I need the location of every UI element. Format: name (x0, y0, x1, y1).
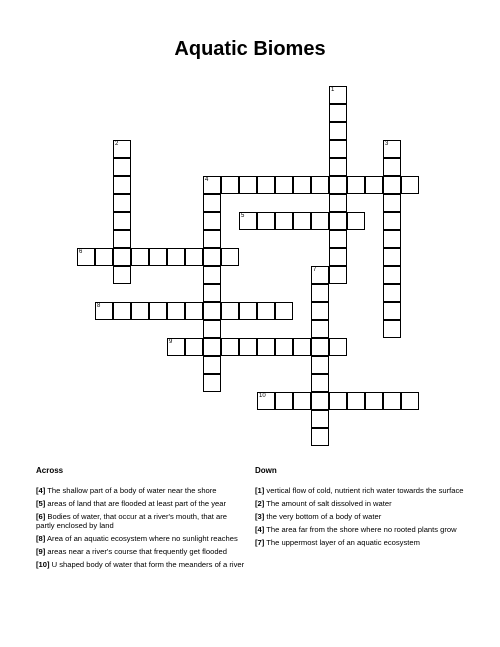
down-heading: Down (255, 466, 277, 475)
grid-cell[interactable] (131, 302, 149, 320)
cell-number: 3 (385, 141, 389, 147)
grid-cell[interactable] (203, 374, 221, 392)
clue-text: vertical flow of cold, nutrient rich water towards the surface (266, 486, 464, 495)
grid-cell[interactable] (311, 320, 329, 338)
grid-cell[interactable] (203, 284, 221, 302)
grid-cell[interactable] (311, 428, 329, 446)
clue-text: The area far from the shore where no rooted plants grow (266, 525, 457, 534)
clue-text: Area of an aquatic ecosystem where no sunlight reaches (46, 534, 238, 543)
grid-cell[interactable] (113, 212, 131, 230)
grid-cell[interactable] (383, 320, 401, 338)
grid-cell[interactable] (311, 212, 329, 230)
grid-cell[interactable] (221, 302, 239, 320)
grid-cell[interactable] (275, 338, 293, 356)
clue-text: The amount of salt dissolved in water (266, 499, 392, 508)
grid-cell[interactable] (365, 176, 383, 194)
grid-cell[interactable] (275, 392, 293, 410)
grid-cell[interactable] (365, 392, 383, 410)
cell-number: 10 (259, 393, 266, 399)
cell-number: 8 (97, 303, 101, 309)
grid-cell[interactable] (167, 338, 185, 356)
grid-cell[interactable] (95, 302, 113, 320)
grid-cell[interactable] (311, 392, 329, 410)
grid-cell[interactable] (383, 140, 401, 158)
grid-cell[interactable] (347, 392, 365, 410)
across-clue (36, 547, 246, 556)
grid-cell[interactable] (293, 176, 311, 194)
clue-number: [4] (36, 486, 46, 495)
across-clue (36, 534, 246, 543)
across-clue (36, 499, 246, 508)
grid-cell[interactable] (293, 212, 311, 230)
grid-cell[interactable] (113, 140, 131, 158)
grid-cell[interactable] (383, 194, 401, 212)
cell-number: 7 (313, 267, 317, 273)
clue-number: [1] (255, 486, 265, 495)
grid-cell[interactable] (257, 176, 275, 194)
grid-cell[interactable] (275, 176, 293, 194)
grid-cell[interactable] (203, 248, 221, 266)
grid-cell[interactable] (113, 176, 131, 194)
grid-cell[interactable] (329, 86, 347, 104)
grid-cell[interactable] (203, 302, 221, 320)
grid-cell[interactable] (239, 212, 257, 230)
grid-cell[interactable] (203, 230, 221, 248)
clue-number: [3] (255, 512, 265, 521)
grid-cell[interactable] (383, 392, 401, 410)
page-title: Aquatic Biomes (174, 38, 326, 60)
cell-number: 1 (331, 87, 335, 93)
grid-cell[interactable] (167, 248, 185, 266)
cell-number: 2 (115, 141, 119, 147)
grid-cell[interactable] (311, 338, 329, 356)
grid-cell[interactable] (203, 194, 221, 212)
grid-cell[interactable] (257, 338, 275, 356)
grid-cell[interactable] (257, 302, 275, 320)
grid-cell[interactable] (383, 302, 401, 320)
grid-cell[interactable] (383, 230, 401, 248)
grid-cell[interactable] (329, 230, 347, 248)
clue-text: areas near a river's course that frequently get flooded (47, 547, 227, 556)
grid-cell[interactable] (113, 194, 131, 212)
grid-cell[interactable] (221, 248, 239, 266)
grid-cell[interactable] (239, 338, 257, 356)
grid-cell[interactable] (383, 212, 401, 230)
across-clue (36, 512, 246, 530)
clue-text: Bodies of water, that occur at a river's mouth, that are partly enclosed by land (36, 512, 227, 530)
grid-cell[interactable] (239, 176, 257, 194)
down-clue (255, 538, 465, 547)
grid-cell[interactable] (383, 266, 401, 284)
grid-cell[interactable] (203, 356, 221, 374)
across-clue-list (36, 486, 246, 573)
grid-cell[interactable] (77, 248, 95, 266)
grid-cell[interactable] (293, 392, 311, 410)
across-heading: Across (36, 466, 64, 475)
grid-cell[interactable] (311, 302, 329, 320)
cell-number: 5 (241, 213, 245, 219)
grid-cell[interactable] (203, 212, 221, 230)
grid-cell[interactable] (383, 158, 401, 176)
clue-number: [8] (36, 534, 46, 543)
clue-number: [2] (255, 499, 265, 508)
grid-cell[interactable] (149, 248, 167, 266)
clue-text: U shaped body of water that form the meanders of a river (51, 560, 245, 569)
grid-cell[interactable] (257, 212, 275, 230)
grid-cell[interactable] (275, 212, 293, 230)
clue-text: areas of land that are flooded at least part of the year (47, 499, 226, 508)
grid-cell[interactable] (311, 266, 329, 284)
grid-cell[interactable] (113, 248, 131, 266)
grid-cell[interactable] (311, 410, 329, 428)
grid-cell[interactable] (311, 356, 329, 374)
down-clue (255, 512, 465, 521)
grid-cell[interactable] (113, 230, 131, 248)
clue-number: [4] (255, 525, 265, 534)
clue-number: [9] (36, 547, 46, 556)
grid-cell[interactable] (221, 176, 239, 194)
grid-cell[interactable] (185, 248, 203, 266)
grid-cell[interactable] (203, 338, 221, 356)
grid-cell[interactable] (329, 140, 347, 158)
clue-number: [5] (36, 499, 46, 508)
grid-cell[interactable] (275, 302, 293, 320)
grid-cell[interactable] (167, 302, 185, 320)
down-clue-list (255, 486, 465, 551)
grid-cell[interactable] (329, 392, 347, 410)
grid-cell[interactable] (113, 302, 131, 320)
grid-cell[interactable] (329, 104, 347, 122)
grid-cell[interactable] (347, 176, 365, 194)
grid-cell[interactable] (95, 248, 113, 266)
grid-cell[interactable] (257, 392, 275, 410)
grid-cell[interactable] (329, 338, 347, 356)
grid-cell[interactable] (203, 176, 221, 194)
across-clue (36, 560, 246, 569)
grid-cell[interactable] (383, 248, 401, 266)
cell-number: 4 (205, 177, 209, 183)
grid-cell[interactable] (311, 176, 329, 194)
grid-cell[interactable] (185, 302, 203, 320)
grid-cell[interactable] (383, 284, 401, 302)
across-clue (36, 486, 246, 495)
grid-cell[interactable] (311, 284, 329, 302)
cell-number: 9 (169, 339, 173, 345)
clue-text: The shallow part of a body of water near the shore (47, 486, 217, 495)
grid-cell[interactable] (239, 302, 257, 320)
grid-cell[interactable] (329, 122, 347, 140)
grid-cell[interactable] (329, 194, 347, 212)
grid-cell[interactable] (185, 338, 203, 356)
down-clue (255, 525, 465, 534)
down-clue (255, 486, 465, 495)
grid-cell[interactable] (131, 248, 149, 266)
grid-cell[interactable] (293, 338, 311, 356)
grid-cell[interactable] (329, 176, 347, 194)
grid-cell[interactable] (203, 266, 221, 284)
grid-cell[interactable] (113, 158, 131, 176)
grid-cell[interactable] (221, 338, 239, 356)
grid-cell[interactable] (347, 212, 365, 230)
grid-cell[interactable] (149, 302, 167, 320)
grid-cell[interactable] (383, 176, 401, 194)
grid-cell[interactable] (401, 392, 419, 410)
clue-number: [10] (36, 560, 50, 569)
clue-number: [7] (255, 538, 265, 547)
grid-cell[interactable] (329, 158, 347, 176)
clue-text: the very bottom of a body of water (266, 512, 382, 521)
clue-number: [6] (36, 512, 46, 521)
grid-cell[interactable] (329, 248, 347, 266)
down-clue (255, 499, 465, 508)
grid-cell[interactable] (329, 266, 347, 284)
grid-cell[interactable] (329, 212, 347, 230)
grid-cell[interactable] (401, 176, 419, 194)
clue-text: The uppermost layer of an aquatic ecosystem (266, 538, 420, 547)
grid-cell[interactable] (113, 266, 131, 284)
cell-number: 6 (79, 249, 83, 255)
grid-cell[interactable] (203, 320, 221, 338)
grid-cell[interactable] (311, 374, 329, 392)
